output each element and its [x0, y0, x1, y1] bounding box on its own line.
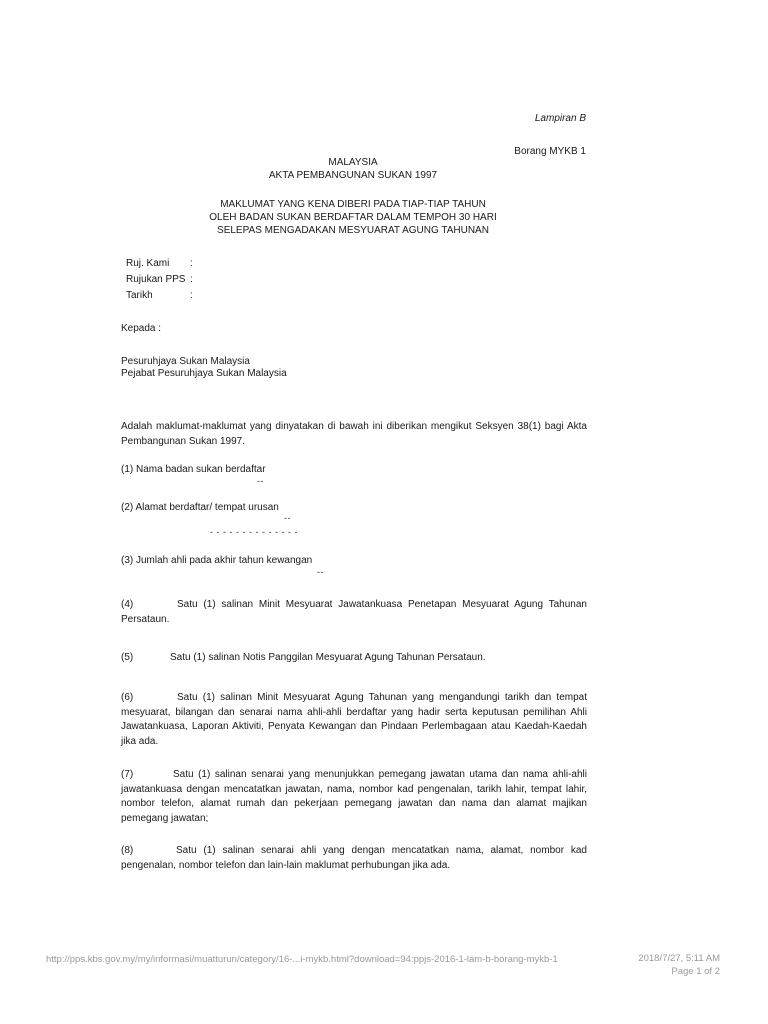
field-2-label: (2) Alamat berdaftar/ tempat urusan	[121, 502, 279, 513]
print-timestamp: 2018/7/27, 5:11 AM	[638, 953, 720, 964]
ref-label: Tarikh	[126, 290, 153, 301]
item-number: (6)	[121, 692, 134, 703]
ref-row-tarikh	[126, 289, 193, 304]
field-3-label: (3) Jumlah ahli pada akhir tahun kewangan	[121, 555, 313, 566]
borang-code: Borang MYKB 1	[514, 146, 586, 157]
source-url: http://pps.kbs.gov.my/my/informasi/muatturun/category/16-...i-mykb.html?download=94:ppjs-2016-1-lam-b-borang-mykb-1	[46, 954, 558, 965]
item-text: Satu (1) salinan Minit Mesyuarat Jawatankuasa Penetapan Mesyuarat Agung Tahunan Persataun.	[121, 599, 587, 625]
act-heading: AKTA PEMBANGUNAN SUKAN 1997	[268, 170, 438, 181]
ref-row-ruj-kami	[126, 257, 193, 272]
item-number: (8)	[121, 845, 134, 856]
page-indicator: Page 1 of 2	[671, 965, 720, 977]
country-heading: MALAYSIA	[328, 157, 378, 168]
form-title-line-1: MAKLUMAT YANG KENA DIBERI PADA TIAP-TIAP TAHUN	[220, 199, 486, 210]
print-stamp	[0, 953, 720, 979]
field-2-line: - - - - - - - - - - - - - -	[210, 527, 298, 537]
item-7	[121, 768, 587, 826]
item-6	[121, 691, 587, 749]
addressee-line-2: Pejabat Pesuruhjaya Sukan Malaysia	[121, 368, 287, 379]
item-text: Satu (1) salinan senarai ahli yang dengan mencatatkan nama, alamat, nombor kad pengenalan, nombor telefon dan lain-lain maklumat perhubungan jika ada.	[121, 845, 587, 871]
item-4	[121, 598, 587, 627]
lampiran-label: Lampiran B	[534, 113, 586, 124]
ref-colon: :	[190, 274, 193, 285]
ref-colon: :	[190, 290, 193, 301]
field-2-blank: --	[284, 513, 291, 523]
field-1-blank: --	[257, 476, 264, 486]
kepada-label: Kepada :	[121, 323, 162, 334]
item-text: Satu (1) salinan senarai yang menunjukkan pemegang jawatan utama dan nama ahli-ahli jawatankuasa dengan mencatatkan jawatan, nama, nombor kad pengenalan, tarikh lahir, tempat lahir, nombor telefon, alamat rumah dan pekerjaan pemegang jawatan dan nama dan alamat majikan pemegang jawatan;	[121, 769, 587, 824]
item-number: (4)	[121, 599, 134, 610]
ref-row-rujukan-pps	[126, 273, 193, 288]
field-1-label: (1) Nama badan sukan berdaftar	[121, 464, 266, 475]
form-title-line-2: OLEH BADAN SUKAN BERDAFTAR DALAM TEMPOH 30 HARI	[209, 212, 497, 223]
item-8	[121, 844, 587, 873]
ref-label: Ruj. Kami	[126, 258, 170, 269]
form-title-line-3: SELEPAS MENGADAKAN MESYUARAT AGUNG TAHUNAN	[217, 225, 489, 236]
item-5	[121, 651, 587, 666]
item-number: (5)	[121, 652, 134, 663]
item-text: Satu (1) salinan Notis Panggilan Mesyuarat Agung Tahunan Persataun.	[170, 652, 486, 663]
ref-label: Rujukan PPS	[126, 274, 186, 285]
ref-colon: :	[190, 258, 193, 269]
item-number: (7)	[121, 769, 134, 780]
field-3-blank: --	[317, 567, 324, 577]
item-text: Satu (1) salinan Minit Mesyuarat Agung Tahunan yang mengandungi tarikh dan tempat mesyuarat, bilangan dan senarai nama ahli-ahli berdaftar yang hadir serta keputusan pemilihan Ahli Jawatankuasa, Laporan Aktiviti, Penyata Kewangan dan Pindaan Perlembagaan atau Kaedah-Kaedah jika ada.	[121, 692, 587, 747]
intro-paragraph: Adalah maklumat-maklumat yang dinyatakan di bawah ini diberikan mengikut Seksyen 38(1) bagi Akta Pembangunan Sukan 1997.	[121, 421, 587, 447]
addressee-line-1: Pesuruhjaya Sukan Malaysia	[121, 356, 250, 367]
